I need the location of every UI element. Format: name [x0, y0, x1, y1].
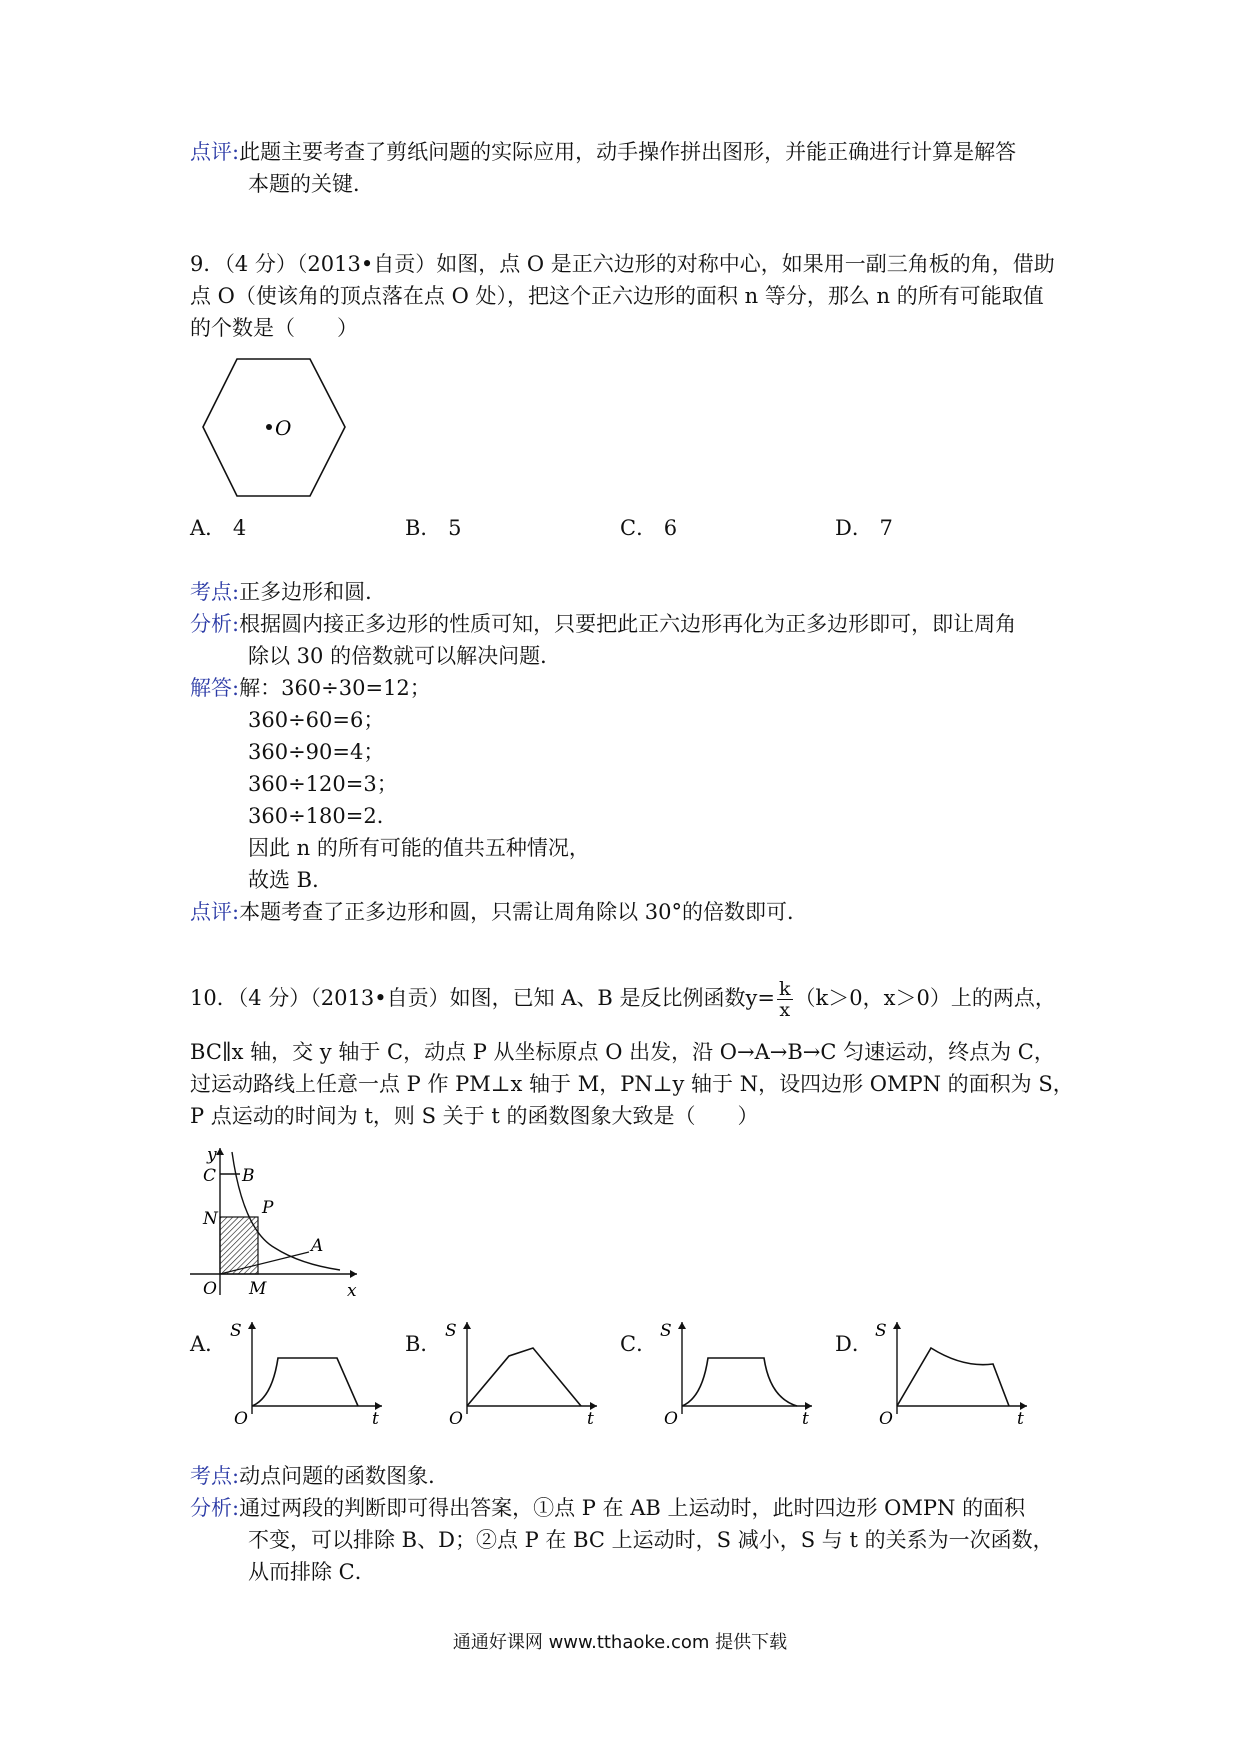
svg-text:S: S — [875, 1321, 887, 1341]
q9-jieda-line5: 360÷180=2． — [248, 804, 398, 828]
q9-stem-line2: 点 O（使该角的顶点落在点 O 处），把这个正六边形的面积 n 等分，那么 n 的所有可能取值 — [190, 284, 1044, 308]
svg-text:P: P — [262, 1198, 274, 1218]
center-point — [266, 424, 272, 430]
svg-text:S: S — [660, 1321, 672, 1341]
q9-stem-line1: 9．（4 分）（2013•自贡）如图，点 O 是正六边形的对称中心，如果用一副三角板的角，借助 — [190, 252, 1055, 276]
svg-text:S: S — [230, 1321, 242, 1341]
q9-option-a: A． 4 — [190, 516, 247, 540]
svg-text:O: O — [879, 1409, 893, 1426]
q10-option-c-graph — [652, 1318, 822, 1426]
q10-kaodian: 考点:动点问题的函数图象． — [190, 1464, 450, 1488]
q9-jieda-line7: 故选 B． — [248, 868, 334, 892]
q9-jieda-line2: 360÷60=6； — [248, 708, 385, 732]
review8-line2: 本题的关键． — [248, 172, 374, 196]
center-label: O — [275, 416, 292, 440]
q9-jieda-line6: 因此 n 的所有可能的值共五种情况， — [248, 836, 590, 860]
svg-text:O: O — [234, 1409, 248, 1426]
q9-kaodian: 考点:正多边形和圆． — [190, 580, 387, 604]
graph-a-curve — [252, 1358, 358, 1406]
q9-fenxi-line2: 除以 30 的倍数就可以解决问题． — [248, 644, 562, 668]
q10-fenxi-line1: 分析:通过两段的判断即可得出答案，①点 P 在 AB 上运动时，此时四边形 OMPN 的面积 — [190, 1496, 1026, 1520]
q10-option-a-graph — [222, 1318, 392, 1426]
fraction-k-over-x: $\frac{k}{x}$ — [779, 978, 791, 1021]
q10-fenxi-line2: 不变，可以排除 B、D；②点 P 在 BC 上运动时，S 减小，S 与 t 的关系为一次函数， — [248, 1528, 1054, 1552]
q9-jieda-line3: 360÷90=4； — [248, 740, 385, 764]
q10-stem-line1: 10．（4 分）（2013•自贡）如图，已知 A、B 是反比例函数y= $\frac{k}{x}$ （k＞0，x＞0）上的两点， — [190, 978, 1056, 1021]
svg-text:t: t — [372, 1409, 379, 1426]
svg-text:B: B — [242, 1166, 255, 1186]
hexagon-figure — [185, 350, 355, 505]
page-footer: 通通好课网 www.tthaoke.com 提供下载 — [452, 1632, 788, 1653]
inverse-function-figure — [185, 1140, 365, 1300]
svg-text:y: y — [207, 1145, 217, 1165]
svg-text:C: C — [203, 1166, 217, 1186]
q9-stem-line3: 的个数是（ ） — [190, 316, 358, 340]
q10-option-b-label: B． — [405, 1332, 442, 1356]
q10-option-c-label: C． — [620, 1332, 658, 1356]
q10-fenxi-line3: 从而排除 C． — [248, 1560, 376, 1584]
q10-stem-line4: P 点运动的时间为 t，则 S 关于 t 的函数图象大致是（ ） — [190, 1104, 759, 1128]
svg-text:x: x — [347, 1281, 357, 1300]
q10-stem-line2: BC∥x 轴，交 y 轴于 C，动点 P 从坐标原点 O 出发，沿 O→A→B→C 匀速运动，终点为 C， — [190, 1040, 1055, 1064]
graph-d-curve — [897, 1348, 1009, 1406]
svg-text:M: M — [249, 1279, 267, 1299]
svg-text:t: t — [587, 1409, 594, 1426]
svg-text:O: O — [449, 1409, 463, 1426]
q10-option-a-label: A． — [190, 1332, 227, 1356]
review-text: 此题主要考查了剪纸问题的实际应用，动手操作拼出图形，并能正确进行计算是解答 — [239, 140, 1017, 164]
shaded-rectangle — [220, 1217, 258, 1274]
q9-option-c: C． 6 — [620, 516, 678, 540]
review8-line1 — [190, 136, 1016, 168]
q9-jieda-line1: 解答:解：360÷30=12； — [190, 676, 431, 700]
svg-text:S: S — [445, 1321, 457, 1341]
hexagon-shape — [203, 359, 345, 496]
graph-b-curve — [467, 1348, 581, 1406]
svg-text:t: t — [802, 1409, 809, 1426]
q9-option-d: D． 7 — [835, 516, 893, 540]
review-label: 点评: — [190, 140, 240, 164]
q9-fenxi-line1: 分析:根据圆内接正多边形的性质可知，只要把此正六边形再化为正多边形即可，即让周角 — [190, 612, 1017, 636]
q10-option-b-graph — [437, 1318, 607, 1426]
svg-text:t: t — [1017, 1409, 1024, 1426]
q10-option-d-graph — [867, 1318, 1037, 1426]
svg-text:O: O — [203, 1279, 217, 1299]
svg-text:N: N — [203, 1209, 218, 1229]
q10-stem-line3: 过运动路线上任意一点 P 作 PM⊥x 轴于 M，PN⊥y 轴于 N，设四边形 OMPN 的面积为 S， — [190, 1072, 1074, 1096]
q9-jieda-line4: 360÷120=3； — [248, 772, 398, 796]
q9-option-b: B． 5 — [405, 516, 462, 540]
q9-dianping: 点评:本题考查了正多边形和圆，只需让周角除以 30°的倍数即可． — [190, 900, 808, 924]
q10-option-d-label: D． — [835, 1332, 873, 1356]
graph-c-curve — [682, 1358, 797, 1406]
svg-text:O: O — [664, 1409, 678, 1426]
svg-text:A: A — [311, 1236, 324, 1256]
